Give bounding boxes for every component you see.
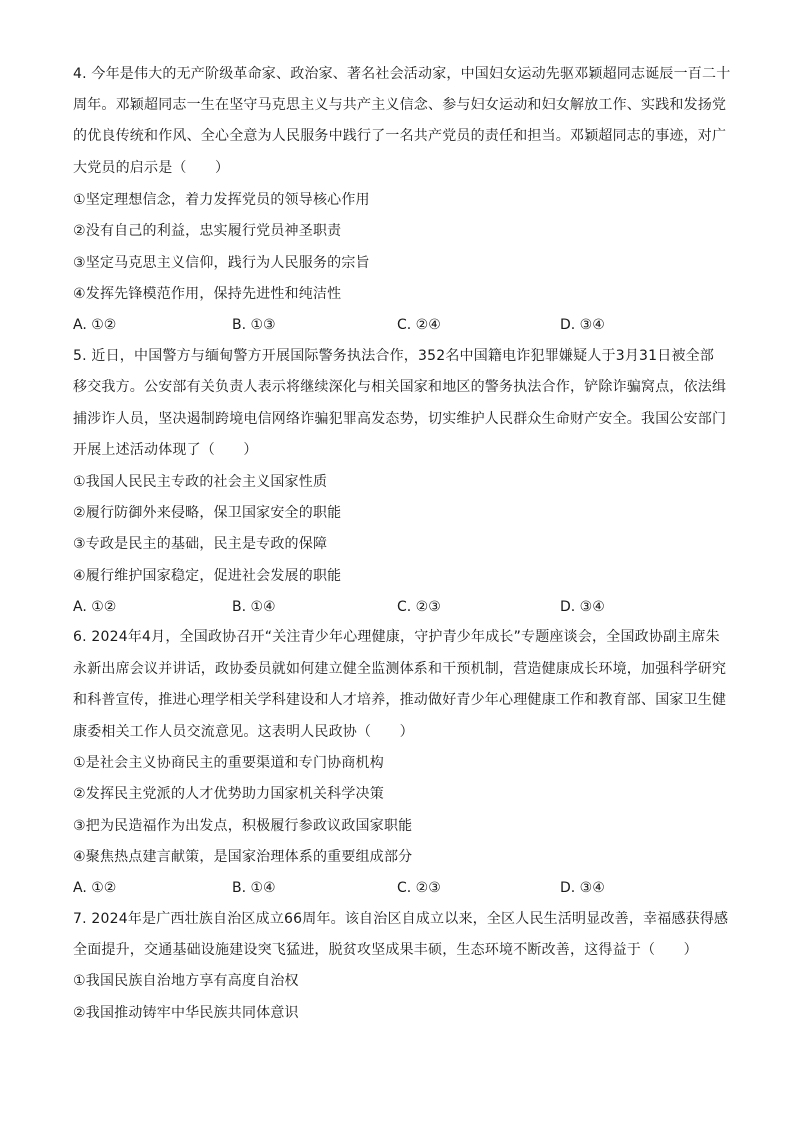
question-6-statement-4: ④聚焦热点建言献策，是国家治理体系的重要组成部分	[73, 849, 413, 865]
question-6-stem-line: 和科普宣传，推进心理学相关学科建设和人才培养，推动做好青少年心理健康工作和教育部、国家卫生健	[73, 692, 727, 708]
question-4-stem-line: 大党员的启示是（ ）	[73, 160, 230, 176]
question-4-stem-line: 的优良传统和作风、全心全意为人民服务中践行了一名共产党员的责任和担当。邓颖超同志的事迹，对广	[73, 128, 727, 144]
question-6-stem-line: 康委相关工作人员交流意见。这表明人民政协（ ）	[73, 724, 414, 740]
question-4-statement-1: ①坚定理想信念，着力发挥党员的领导核心作用	[73, 192, 370, 208]
question-5-stem-line: 捕涉诈人员，坚决遏制跨境电信网络诈骗犯罪高发态势，切实维护人民群众生命财产安全。我国公安部门	[73, 411, 727, 427]
option-d: D. ③④	[560, 599, 605, 615]
question-4-stem-line: 4. 今年是伟大的无产阶级革命家、政治家、著名社会活动家，中国妇女运动先驱邓颖超同志诞辰一百二十	[73, 66, 731, 82]
option-d: D. ③④	[560, 880, 605, 896]
question-6-statement-1: ①是社会主义协商民主的重要渠道和专门协商机构	[73, 755, 384, 771]
question-5-statement-2: ②履行防御外来侵略，保卫国家安全的职能	[73, 505, 342, 521]
option-d: D. ③④	[560, 317, 605, 333]
question-7-stem-line: 7. 2024年是广西壮族自治区成立66周年。该自治区自成立以来，全区人民生活明显改善，幸福感获得感	[73, 911, 729, 927]
question-5-statement-1: ①我国人民民主专政的社会主义国家性质	[73, 474, 328, 490]
question-4-statement-4: ④发挥先锋模范作用，保持先进性和纯洁性	[73, 286, 342, 302]
question-7-statement-1: ①我国民族自治地方享有高度自治权	[73, 973, 299, 989]
option-a: A. ①②	[73, 880, 117, 896]
option-b: B. ①④	[232, 880, 276, 896]
option-c: C. ②③	[397, 599, 441, 615]
option-c: C. ②③	[397, 880, 441, 896]
question-4-statement-3: ③坚定马克思主义信仰，践行为人民服务的宗旨	[73, 255, 370, 271]
question-5-stem-line: 开展上述活动体现了（ ）	[73, 442, 258, 458]
question-5-statement-3: ③专政是民主的基础，民主是专政的保障	[73, 536, 328, 552]
question-6-stem-line: 永新出席会议并讲话，政协委员就如何建立健全监测体系和干预机制，营造健康成长环境，加强科学研究	[73, 661, 727, 677]
question-6-options	[73, 878, 733, 898]
option-b: B. ①④	[232, 599, 276, 615]
question-6-statement-3: ③把为民造福作为出发点，积极履行参政议政国家职能	[73, 818, 413, 834]
option-a: A. ①②	[73, 599, 117, 615]
question-4-statement-2: ②没有自己的利益，忠实履行党员神圣职责	[73, 223, 342, 239]
question-7-statement-2: ②我国推动铸牢中华民族共同体意识	[73, 1005, 299, 1021]
option-c: C. ②④	[397, 317, 441, 333]
question-4-options	[73, 315, 733, 335]
option-a: A. ①②	[73, 317, 117, 333]
question-7-stem-line: 全面提升，交通基础设施建设突飞猛进，脱贫攻坚成果丰硕，生态环境不断改善，这得益于（ ）	[73, 942, 698, 958]
question-6-stem-line: 6. 2024年4月，全国政协召开“关注青少年心理健康，守护青少年成长”专题座谈会，全国政协副主席朱	[73, 629, 720, 645]
question-5-stem-line: 移交我方。公安部有关负责人表示将继续深化与相关国家和地区的警务执法合作，铲除诈骗窝点，依法缉	[73, 379, 727, 395]
question-5-stem-line: 5. 近日，中国警方与缅甸警方开展国际警务执法合作，352名中国籍电诈犯罪嫌疑人于3月31日被全部	[73, 348, 715, 364]
option-b: B. ①③	[232, 317, 276, 333]
question-6-statement-2: ②发挥民主党派的人才优势助力国家机关科学决策	[73, 786, 384, 802]
question-4-stem-line: 周年。邓颖超同志一生在坚守马克思主义与共产主义信念、参与妇女运动和妇女解放工作、实践和发扬党	[73, 97, 727, 113]
question-5-statement-4: ④履行维护国家稳定，促进社会发展的职能	[73, 568, 342, 584]
question-5-options	[73, 597, 733, 617]
